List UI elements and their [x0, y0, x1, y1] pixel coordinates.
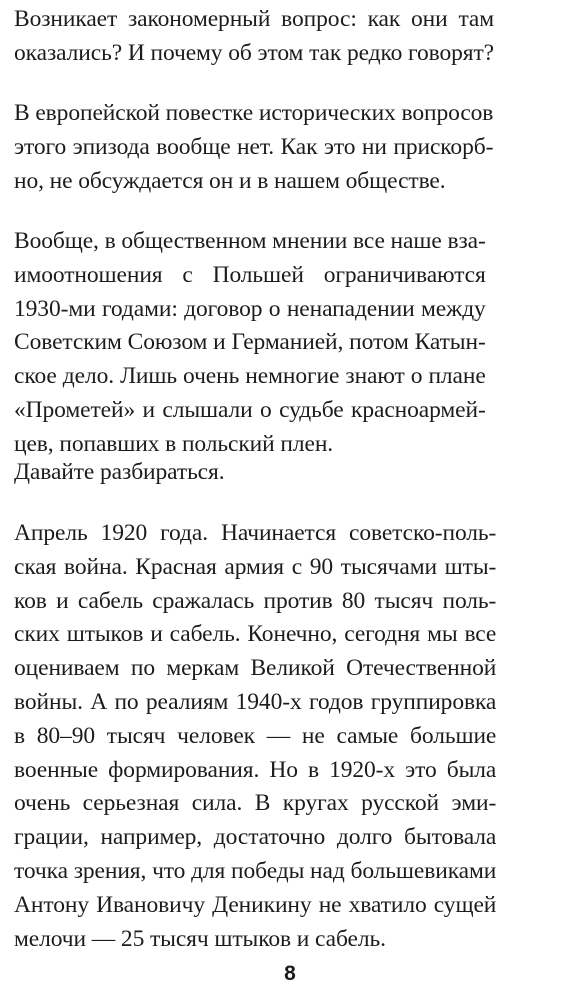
paragraph-1	[14, 3, 494, 71]
text-line: ское дело. Лишь очень немногие знают о плане	[14, 363, 486, 390]
paragraph-5	[14, 517, 496, 956]
paragraph-3	[14, 225, 486, 462]
text-line: точка зрения, что для победы над большевиками	[14, 857, 497, 884]
text-line: Антону Ивановичу Деникину не хватило сущей	[14, 891, 497, 918]
text-line: этого эпизода вообще нет. Как это ни прискорб-	[14, 133, 494, 160]
text-line: ских штыков и сабель. Конечно, сегодня мы все	[14, 621, 497, 648]
text-line: в 80–90 тысяч человек — не самые большие	[14, 722, 497, 749]
text-line: «Прометей» и слышали о судьбе красноармей-	[14, 396, 486, 423]
text-line: Вообще, в общественном мнении все наше вза-	[14, 228, 486, 254]
text-line: Давайте разбираться.	[14, 459, 225, 485]
text-line: Советским Союзом и Германией, потом Катын-	[14, 329, 486, 356]
text-line: мелочи — 25 тысяч штыков и сабель.	[14, 925, 386, 952]
text-line: ская война. Красная армия с 90 тысячами шты-	[14, 553, 497, 580]
text-line: оцениваем по меркам Великой Отечественной	[14, 655, 497, 682]
text-line: войны. А по реалиям 1940-х годов группировка	[14, 688, 497, 715]
text-line: очень серьезная сила. В кругах русской эми-	[14, 790, 497, 817]
text-line: но, не обсуждается он и в нашем обществе.	[14, 167, 446, 194]
text-line: В европейской повестке исторических вопросов	[14, 100, 494, 126]
text-line: военные формирования. Но в 1920-х это была	[14, 756, 497, 783]
text-line: грации, например, достаточно долго бытовала	[14, 824, 497, 851]
text-line: Апрель 1920 года. Начинается советско-поль-	[14, 520, 497, 546]
paragraph-4	[14, 456, 225, 490]
text-line: 1930-ми годами: договор о ненападении между	[14, 295, 486, 322]
paragraph-2	[14, 97, 493, 198]
text-line: Возникает закономерный вопрос: как они там	[14, 6, 495, 32]
text-line: имоотношения с Польшей ограничиваются	[14, 261, 486, 288]
page-number: 8	[284, 962, 296, 985]
text-line: цев, попавших в польский плен.	[14, 430, 334, 457]
text-line: оказались? И почему об этом так редко говорят?	[14, 39, 495, 66]
text-line: ков и сабель сражалась против 80 тысяч поль-	[14, 587, 497, 614]
